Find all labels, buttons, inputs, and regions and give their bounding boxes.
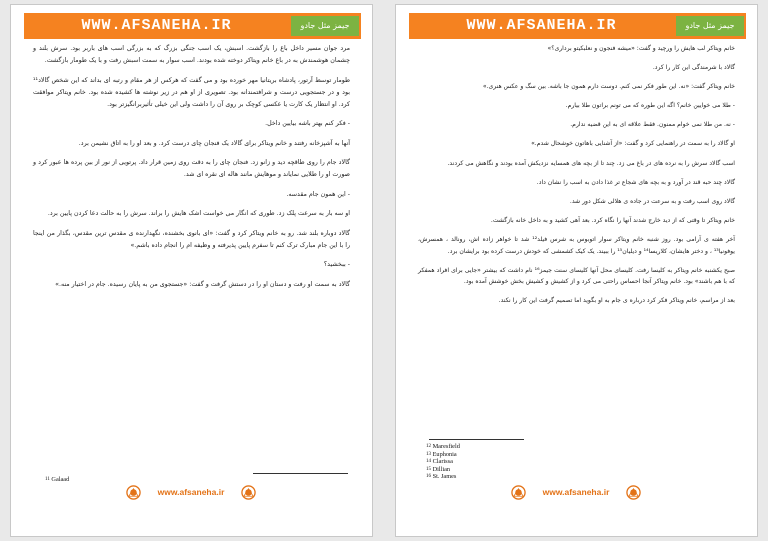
page-body	[33, 43, 350, 298]
page-body	[418, 43, 735, 314]
paragraph: او گالاد را به سمت در راهنمایی کرد و گفت: «از آشنایی باهاتون خوشحال شدم.»	[531, 140, 735, 148]
footnote-number: 16	[426, 474, 431, 479]
site-logo-icon	[626, 485, 641, 500]
paragraph: آخر هفته ی آرامی بود. روز شنبه خانم ویتاکر سوار اتوبوس به شرس فیلد¹² شد تا خواهر زاده اش، رونالد ، همسرش، یوفونیا¹³ ، و دختر هایشان، کلاریسا¹⁴ و دیلیان¹⁵ را ببیند. یک کیک کشمشی که خودش درست کرده بود برایشان برد.	[418, 235, 735, 255]
header-site-url: WWW.AFSANEHA.IR	[81, 17, 232, 34]
footnote	[426, 451, 460, 459]
page-header	[409, 13, 746, 39]
header-book-tag: جیمز مثل جادو	[291, 16, 359, 36]
footnote-text: Dillian	[432, 465, 451, 473]
page-header	[24, 13, 361, 39]
page-footer	[126, 483, 256, 505]
footnote-text: Galaad	[51, 476, 70, 483]
footnote-number: 13	[426, 451, 431, 457]
footnote	[426, 458, 460, 466]
paragraph: مرد جوان مسیر داخل باغ را بازگشت. اسبش، یک اسب جنگی بزرگ که به بزرگی اسب های باربر بود. سرش بلند و چشمان هوشمندش به در باغ خانم ویتاکر دوخته شده بودند. اسب سوار به سمت اسبش رفت و با یک طومار بازگشت.	[33, 45, 350, 64]
paragraph: بعد از مراسم، خانم ویتاکر فکر کرد درباره ی جام به او بگوید اما تصمیم گرفت این کار را نکند.	[498, 297, 735, 305]
footer-site-url: www.afsaneha.ir	[542, 487, 610, 497]
site-logo-icon	[126, 485, 141, 500]
site-logo-icon	[241, 485, 256, 500]
footnote-number: 14	[426, 459, 431, 464]
paragraph: - نه. من طلا نمی خوام ممنون. فقط علاقه ای به این قضیه ندارم.	[570, 121, 735, 129]
paragraph: گالاد جام را روی طاقچه دید و زانو زد. فنجان چای را به دقت روی زمین قرار داد. پرتویی از نور از بین پرده ها عبور کرد و صورت او را طلایی نمایاند و موهایش مانند هاله ای نقره ای شد.	[33, 159, 350, 178]
header-site-url: WWW.AFSANEHA.IR	[466, 17, 617, 34]
paragraph: گالاد با شرمندگی این کار را کرد.	[652, 64, 735, 72]
paragraph: - این همون جام مقدسه.	[286, 190, 350, 198]
footnote-separator	[253, 473, 348, 474]
paragraph: گالاد چند حبه قند در آورد و به بچه های شجاع تر غذا دادن به اسب را نشان داد.	[536, 178, 735, 186]
paragraph: گالاد روی اسب رفت و به سرعت در جاده ی هلالی شکل دور شد.	[569, 197, 735, 205]
paragraph: - فکر کنم بهتر باشه بیایین داخل.	[265, 120, 350, 127]
paragraph: او سه بار به سرعت پلک زد. طوری که انگار می خواست اشک هایش را براند. سرش را به حالت دعا کردن پایین برد.	[47, 210, 350, 217]
footnote-text: Clarissa	[432, 458, 453, 465]
footnote-number: 15	[426, 466, 431, 472]
footnote-number: 12	[426, 444, 431, 449]
footnotes	[426, 443, 460, 481]
site-logo-icon	[511, 485, 526, 500]
paragraph: طومار توسط آرتور، پادشاه بریتانیا مهر خورده بود و می گفت که هرکس از هر مقام و رتبه ای بداند که این شخص گالاد¹¹ بود و در جستجویی درست و شرافتمندانه بود. تصویری از او هم در زیر نوشته ها کشیده شده بود. خانم ویتاکر موافقت کرد. او انتظار یک کارت یا عکسی کوچک بر روی آن را داشت ولی این خیلی تأثیربرانگیزتر بود.	[33, 76, 350, 108]
footnote-text: Maresfield	[432, 443, 460, 450]
footnotes	[45, 476, 69, 484]
paragraph: گالاد دوباره بلند شد. رو به خانم ویتاکر کرد و گفت: «ای بانوی بخشنده، نگهدارنده ی مقدس ترین مقدس، بگذار من اینجا را با این جام مبارک ترک کنم تا سفرم پایین پذیرفته و وظیفه ام را انجام داده باشم.»	[33, 229, 350, 249]
paragraph: اسب گالاد سرش را به نرده های در باغ می زد. چند تا از بچه های همسایه نزدیکش آمده بودند و نگاهش می کردند.	[447, 159, 735, 167]
footnote-number: 11	[45, 477, 50, 482]
page-footer	[511, 483, 641, 505]
footer-site-url: www.afsaneha.ir	[157, 487, 225, 497]
footnote	[426, 473, 460, 481]
footnote-separator	[429, 439, 524, 440]
paragraph: آنها به آشپزخانه رفتند و خانم ویتاکر برای گالاد یک فنجان چای درست کرد. و بعد او را به اتاق نشیمن برد.	[78, 139, 350, 147]
paragraph: - ببخشید؟	[323, 261, 350, 268]
paragraph: گالاد به سمت او رفت و دستان او را در دستش گرفت و گفت: «جستجوی من به پایان رسیده. جام در اختیار منه.»	[55, 280, 350, 288]
footnote	[426, 466, 460, 474]
right-page	[395, 4, 758, 537]
left-page	[10, 4, 373, 537]
footnote	[426, 443, 460, 451]
paragraph: - طلا می خوایین خانم؟ اگه این طوره که می تونم براتون طلا بیارم.	[565, 102, 735, 110]
footnote-text: St. James	[432, 473, 457, 480]
paragraph: خانم ویتاکر لب هایش را ورچید و گفت: «میشه فنجون و نعلبکیتو برداری؟»	[547, 45, 735, 52]
footnote	[45, 476, 69, 484]
footnote-text: Euphonia	[432, 450, 457, 458]
header-book-tag: جیمز مثل جادو	[676, 16, 744, 36]
paragraph: صبح یکشنبه خانم ویتاکر به کلیسا رفت. کلیسای محل آنها کلیسای سنت جیمز¹⁶ نام داشت که بیشتر «جایی برای افراد همفکر که با هم باشند» بود. خانم ویتاکر آنجا احساس راحتی می کرد و از کشیش و کشیش بخش خوشش آمده بود.	[418, 266, 735, 286]
paragraph: خانم ویتاکر گفت: «نه. این طور فکر نمی کنم. دوست دارم همون جا باشه. بین سگ و عکس هنری.»	[482, 83, 735, 91]
paragraph: خانم ویتاکر تا وقتی که از دید خارج شدند آنها را نگاه کرد. بعد آهی کشید و به داخل خانه بازگشت.	[490, 216, 735, 224]
